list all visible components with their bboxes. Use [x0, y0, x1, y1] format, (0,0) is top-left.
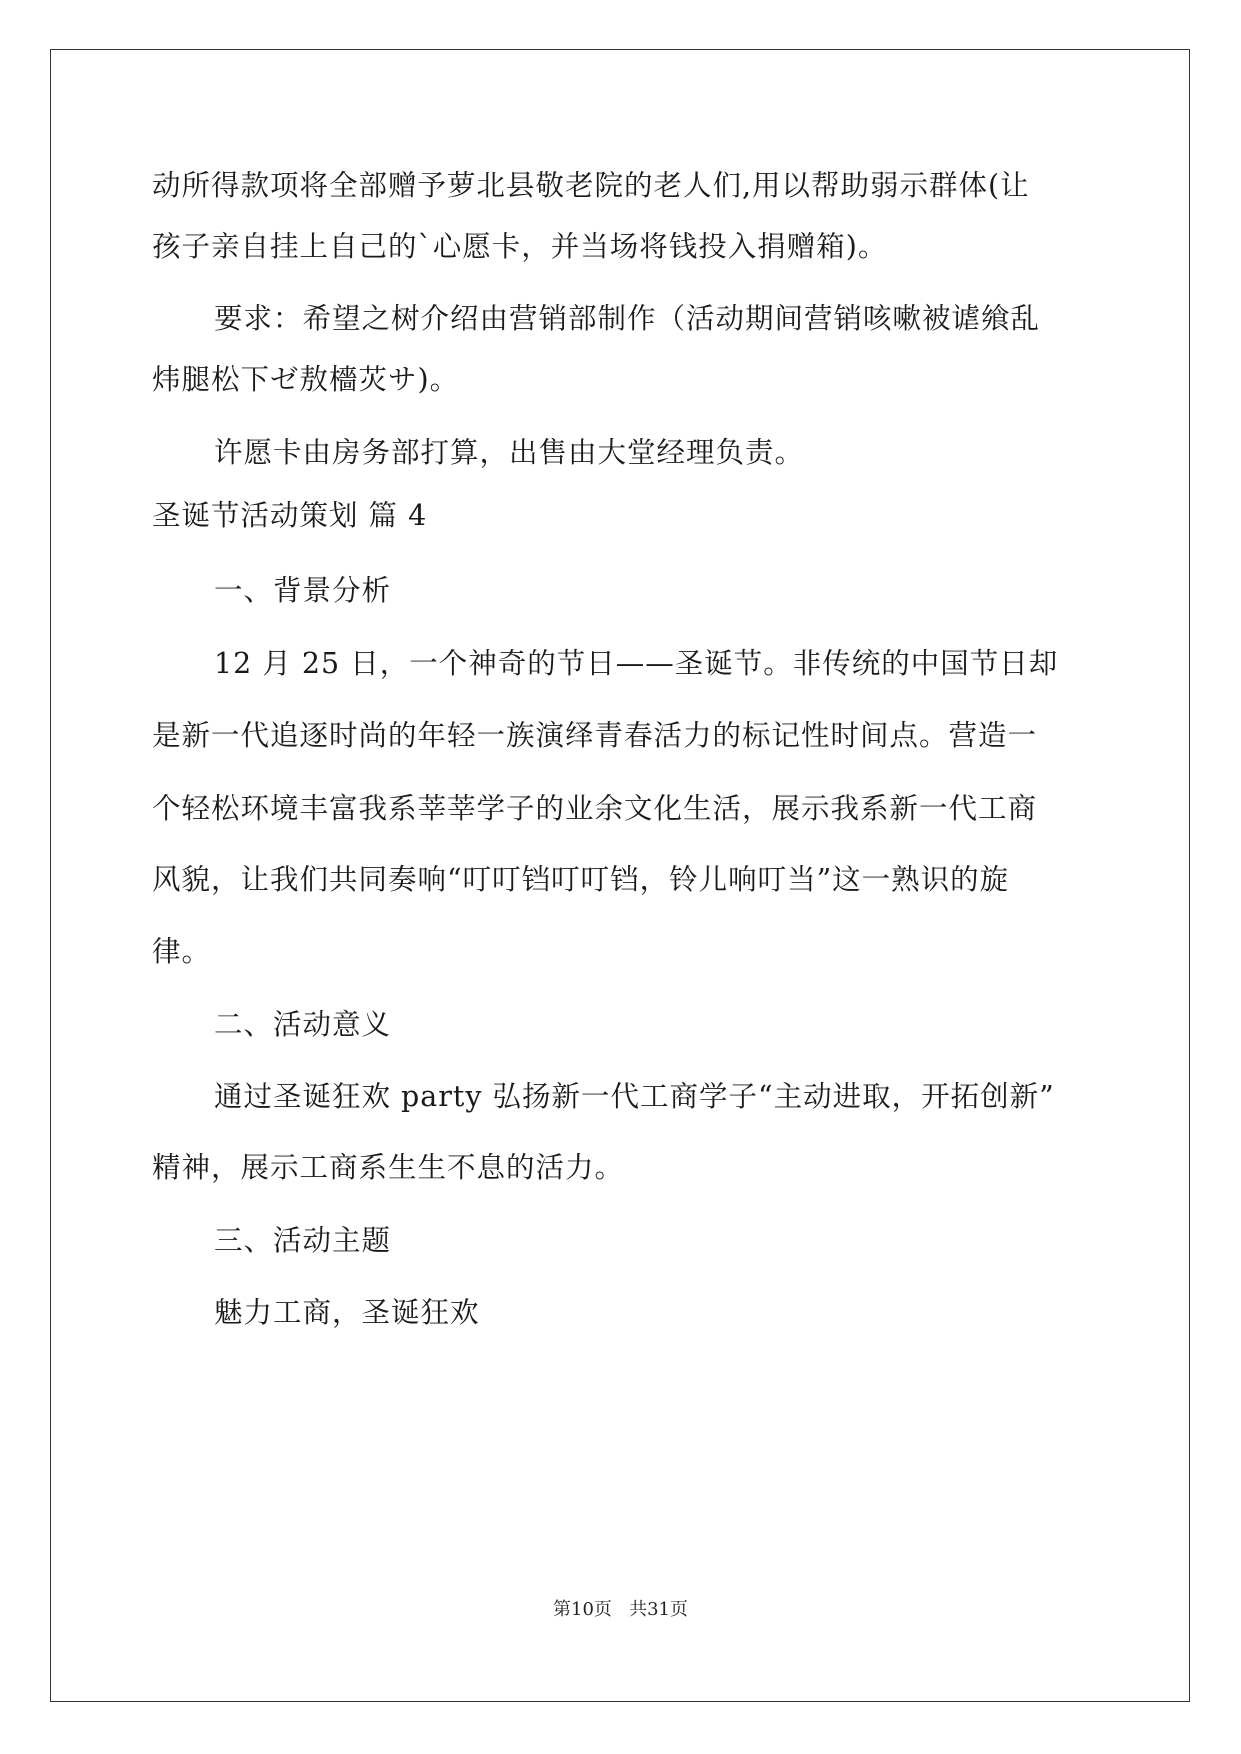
paragraph-line: 通过圣诞狂欢 party 弘扬新一代工商学子“主动进取，开拓创新” — [214, 1080, 1055, 1113]
section-title: 圣诞节活动策划 篇 4 — [152, 499, 428, 532]
page-footer: 第10页 共31页 — [553, 1599, 688, 1620]
paragraph-line: 要求：希望之树介绍由营销部制作（活动期间营销咳嗽被谑飨乱 — [214, 302, 1041, 335]
paragraph-line: 是新一代追逐时尚的年轻一族演绎青春活力的标记性时间点。营造一 — [152, 719, 1038, 752]
paragraph-line: 孩子亲自挂上自己的`心愿卡，并当场将钱投入捐赠箱)。 — [152, 230, 888, 263]
heading-theme: 三、活动主题 — [214, 1224, 392, 1257]
paragraph-line: 动所得款项将全部赠予萝北县敬老院的老人们,用以帮助弱示群体(让 — [152, 169, 1030, 202]
paragraph-line: 精神，展示工商系生生不息的活力。 — [152, 1151, 625, 1184]
paragraph-line: 律。 — [152, 935, 212, 968]
paragraph-line: 个轻松环境丰富我系莘莘学子的业余文化生活，展示我系新一代工商 — [152, 792, 1038, 825]
paragraph-line: 魅力工商，圣诞狂欢 — [214, 1296, 480, 1329]
paragraph-line: 风貌，让我们共同奏响“叮叮铛叮叮铛，铃儿响叮当”这一熟识的旋 — [152, 863, 1010, 896]
paragraph-line: 许愿卡由房务部打算，出售由大堂经理负责。 — [214, 436, 805, 469]
paragraph-line: 12 月 25 日，一个神奇的节日——圣诞节。非传统的中国节日却 — [214, 647, 1059, 680]
heading-background: 一、背景分析 — [214, 574, 392, 607]
paragraph-line: 炜腿松下ゼ敖檣苂サ)。 — [152, 363, 460, 396]
heading-significance: 二、活动意义 — [214, 1008, 392, 1041]
